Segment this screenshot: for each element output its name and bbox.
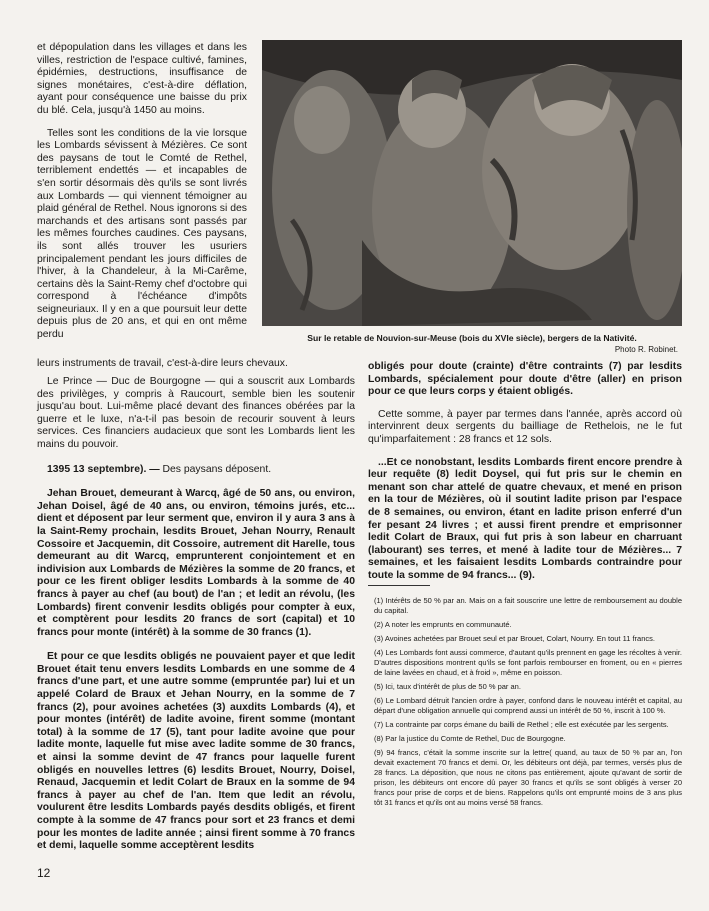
left-column (37, 376, 355, 865)
paragraph: obligés pour doute (crainte) d'être contraints (7) par lesdits Lombards, spécialement pour doute d'être (aller) en prison pour ce que leurs corps y étaient obligés. (368, 361, 682, 398)
paragraph: et dépopulation dans les villages et dans les villes, restriction de l'espace cultivé, famines, épidémies, destructions, insuffisance de signes monétaires, c'est-à-dire déflation, ayant pour conséquence une baisse du prix du blé. Cela, jusqu'à 1450 au moins. (37, 42, 247, 116)
footnote: (3) Avoines achetées par Brouet seul et par Brouet, Colart, Nourry. En tout 11 francs. (374, 634, 655, 643)
deposition-heading (37, 464, 355, 477)
photo-caption: Sur le retable de Nouvion-sur-Meuse (bois du XVIe siècle), bergers de la Nativité. (307, 333, 637, 343)
retable-photo (262, 40, 682, 326)
footnote: (2) A noter les emprunts en communauté. (374, 620, 512, 629)
paragraph-tail: leurs instruments de travail, c'est-à-dire leurs chevaux. (37, 358, 288, 369)
paragraph: Jehan Brouet, demeurant à Warcq, âgé de 50 ans, ou environ, Jehan Doisel, âgé de 40 ans, ou environ, témoins jurés, etc... dient et déposent par leur serment que, environ il y aura 3 ans à la Saint-Remy prochain, lesdits Brouet, Jehan Nourry, Renault Cossoire et Jacquemin, dit Cossoire, autrement dit Harelle, tous demeurant au dit Warcq, emprunterent conjointement et en indivision aux Lombards de Mézières la somme de 20 francs, et pour ce les firent obliger lesdits Lombards à la somme de 40 francs à payer au chef (au bout) de l'an ; et ledit an révolu, (les Lombards) firent convenir lesdits obligés pour compter à eux, et comptèrent pour lesdits 20 francs de sort (capital) et 10 francs pour monte (intérêt) à la somme de 30 francs (1). (37, 488, 355, 638)
paragraph: Telles sont les conditions de la vie lorsque les Lombards sévissent à Mézières. Ce sont des paysans de tout le Comté de Rethel, terriblement endettés — et incapables de s'en sortir désormais dès qu'ils se sont livrés aux Lombards — qui viennent témoigner au plaid général de Rethel. Nous ignorons si des marchands et des artisans sont passés par les mêmes fourches caudines. Ces paysans, ils sont allés trouver les usuriers principalement pendant les jours difficiles de l'hiver, à la Chandeleur, à la Mi-Carême, certains dès la Saint-Remy chef d'octobre qui correspond à l'échéance d'impôts seigneuriaux. Il y en a que poursuit leur dette depuis plus de 20 ans, et qui en ont même perdu (37, 127, 247, 341)
deposition-heading-text: Des paysans déposent. (159, 463, 272, 475)
footnote-rule (368, 585, 430, 586)
footnote: (7) La contrainte par corps émane du bailli de Rethel ; elle est exécutée par les sergents. (374, 720, 669, 729)
footnotes (374, 596, 682, 812)
footnote: (1) Intérêts de 50 % par an. Mais on a fait souscrire une lettre de remboursement au double du capital. (374, 596, 682, 615)
paragraph: ...Et ce nonobstant, lesdits Lombards firent encore prendre à leur requête (8) ledit Doysel, qui fut pris sur le chemin en menant son char attelé de quatre chevaux, et mené en prison en la tour de Mézières, où il soutint ladite prison par l'espace de 8 semaines, ou environ, étant en ladite prison enferré d'un fer pesant 24 livres ; et aussi firent prendre et emprisonner ledit Colart de Braux, qui fut pris à son labeur en charruant (labourant) ses terres, et mené à ladite tour de Mézières... 7 semaines, et les faisaient lesdits Lombards contraindre pour toute la somme de 94 francs... (9). (368, 456, 682, 581)
footnote: (5) Ici, taux d'intérêt de plus de 50 % par an. (374, 682, 521, 691)
deposition-date: 1395 13 septembre). — (47, 463, 160, 475)
carved-shepherds-image (262, 40, 682, 326)
photo-credit: Photo R. Robinet. (614, 345, 678, 354)
footnote: (8) Par la justice du Comte de Rethel, Duc de Bourgogne. (374, 734, 566, 743)
footnote: (4) Les Lombards font aussi commerce, d'autant qu'ils prennent en gage les récoltes à venir. D'autres dispositions montrent qu'ils se font parfois rembourser en froment, ou en « pierres de laine lavées en chaud, et à froid », même en poisson. (374, 648, 682, 677)
footnote: (6) Le Lombard détruit l'ancien ordre à payer, confond dans le nouveau intérêt et capital, au départ d'une obligation annuelle qui comprend aussi un intérêt de 50 %, inscrit à 100 %. (374, 696, 682, 715)
paragraph: Et pour ce que lesdits obligés ne pouvaient payer et que ledit Brouet était tenu envers lesdits Lombards en une somme de 4 francs d'une part, et une autre somme (empruntée par) lui et un appelé Colard de Braux et Jehan Nourry, en la somme de 7 francs (2), pour avoines achetées (3) auxdits Lombards (4), et pour montes (intérêt) de ladite avoine, firent somme (montant total) à la somme de 17 (5), tant pour ladite avoine que pour ladite monte, laquelle fut mise avec ladite somme de 30 francs, et ainsi la somme devint de 47 francs pour laquelle furent obligés en nouvelles lettres (6) lesdits Brouet, Nourry, Doisel, Renaud, Jacquemin et ledit Colart de Braux en la somme de 94 francs à payer au chef de l'an. Item que ledit an révolu, voulurent être lesdits Lombards payés desdits obligés, et firent compte à la somme de 47 francs pour sort et 23 francs et demi pour les montes de ladite année ; ainsi firent somme à 70 francs et demi, laquelle somme acceptèrent lesdits (37, 651, 355, 852)
page-number: 12 (37, 866, 51, 880)
footnote: (9) 94 francs, c'était la somme inscrite sur la lettre( quand, au taux de 50 % par an, l'on devait exactement 70 francs et demi. Or, les débiteurs ont déjà, par termes, versés plus de 28 francs. La déposition, que nous ne citons pas entièrement, ajoute qu'avant de sortir de prison, les débiteurs ont encore dû payer 30 francs et qu'ils se sont obligés à verser 20 francs pour prise de corps et de biens. Rappelons qu'ils ont emprunté moins de 3 ans plus tôt 31 francs et qu'ils ont au moins versé 58 francs. (374, 748, 682, 807)
right-column (368, 361, 682, 593)
paragraph: Le Prince — Duc de Bourgogne — qui a souscrit aux Lombards des privilèges, y compris à Raucourt, semble bien les soutenir jusqu'au bout. Lui-même placé devant des finances obérées par la guerre et le luxe, n'a-t-il pas besoin de recourir souvent à leurs services. Ces financiers audacieux que sont les Lombards lient les mains du pouvoir. (37, 376, 355, 450)
paragraph: Cette somme, à payer par termes dans l'année, après accord où intervinrent deux sergents du bailliage de Rethelois, ne le fut qu'imparfaitement : 28 francs et 12 sols. (368, 408, 682, 445)
top-left-column (37, 42, 247, 352)
